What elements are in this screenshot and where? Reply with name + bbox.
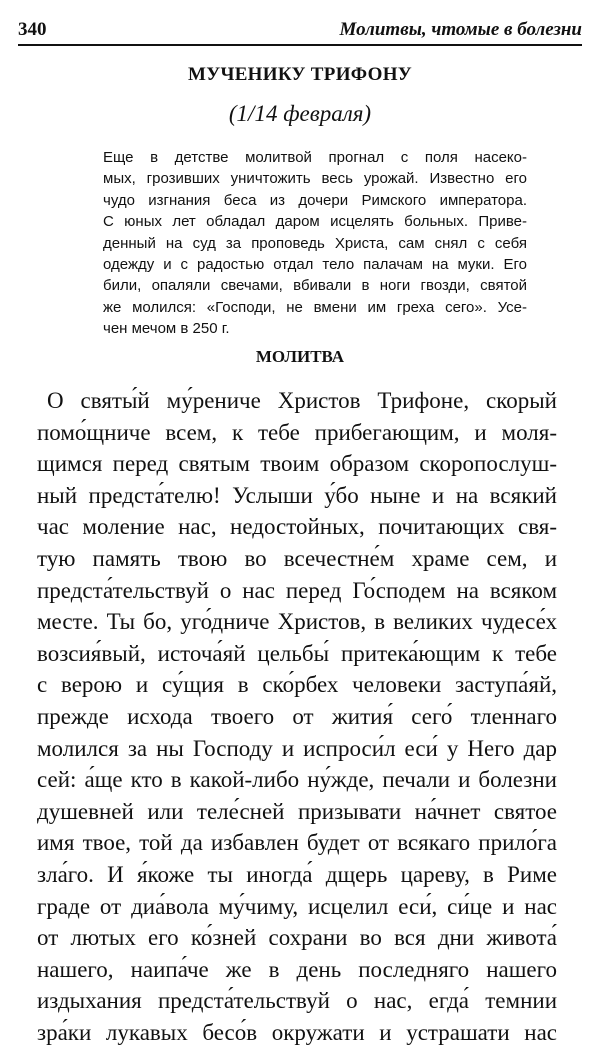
prayer-line: нашего, наипа́че же в день последняго нашего — [37, 956, 557, 982]
section-title: МОЛИТВА — [255, 347, 345, 366]
biography-line: же молился: «Господи, не вмени им греха сего». Усе- — [103, 298, 527, 316]
biography-line: чудо изгнания беса из дочери Римского императора. — [103, 191, 527, 209]
biography-line: одежду и с радостью отдал тело палачам на муки. Его — [103, 256, 527, 274]
feast-date: (1/14 февраля) — [228, 101, 372, 126]
prayer-line: помо́щниче всем, к тебе прибегающим, и моля- — [37, 419, 557, 445]
biography-line: чен мечом в 250 г. — [103, 320, 230, 338]
prayer-line: имя твое, той да избавлен будет от всякаго прило́га — [37, 830, 557, 856]
biography-line: Еще в детстве молитвой прогнал с поля насеко- — [103, 149, 527, 166]
prayer-line: с верою и су́щия в ско́рбех человеки заступа́яй, — [37, 672, 557, 698]
prayer-line: ный предста́телю! Услыши у́бо ныне и на всякий — [37, 482, 557, 508]
prayer-line: издыхания предста́тельствуй о нас, егда́ темнии — [37, 988, 557, 1014]
prayer-line: зла́го. И я́коже ты иногда́ дщерь цареву, в Риме — [37, 861, 557, 887]
saint-biography — [103, 147, 527, 340]
running-title: Молитвы, чтомые в болезни — [339, 19, 582, 40]
prayer-line: щимся перед святым твоим образом скоропослуш- — [37, 451, 557, 477]
prayer-line: месте. Ты бо, уго́дниче Христов, в великих чудесе́х — [37, 609, 557, 635]
prayer-line: возсия́вый, источа́яй цельбы́ притека́ющим к тебе — [37, 640, 557, 666]
prayer-line: душевней или теле́сней призывати на́чнет святое — [37, 798, 557, 824]
page-header — [18, 14, 582, 46]
prayer-title: МУЧЕНИКУ ТРИФОНУ — [187, 64, 413, 85]
prayer-line: сей: а́ще кто в какой-либо ну́жде, печали и болезни — [37, 767, 557, 793]
biography-line: били, опаляли свечами, вбивали в ноги гвозди, святой — [103, 277, 527, 295]
biography-line: С юных лет обладал даром исцелять больных. Приве- — [103, 213, 527, 231]
prayer-line: час моление нас, недостойных, почитающих свя- — [37, 514, 557, 540]
prayer-line: граде от диа́вола му́чиму, исцелил еси́, си́це и нас — [37, 893, 557, 919]
page-number: 340 — [18, 19, 47, 40]
prayer-line: тую память твою во всечестне́м храме сем, и — [37, 545, 557, 571]
prayer-line: от лютых его ко́зней сохрани во вся дни живота́ — [37, 925, 557, 951]
prayer-line: молился за ны Господу и испроси́л еси́ у Него дар — [37, 735, 557, 761]
prayer-text — [37, 385, 557, 1048]
prayer-line: прежде исхода твоего от жития́ сего́ тленнаго — [37, 703, 557, 729]
prayer-line: О святы́й му́рениче Христов Трифоне, скорый — [47, 388, 557, 413]
biography-line: мых, грозивших уничтожить весь урожай. Известно его — [103, 170, 527, 188]
prayer-line: зра́ки лукавых бесо́в окружати и устрашати нас — [37, 1019, 557, 1045]
prayer-line: предста́тельствуй о нас перед Го́сподем на всяком — [37, 577, 557, 603]
biography-line: денный на суд за проповедь Христа, сам снял с себя — [103, 234, 527, 252]
